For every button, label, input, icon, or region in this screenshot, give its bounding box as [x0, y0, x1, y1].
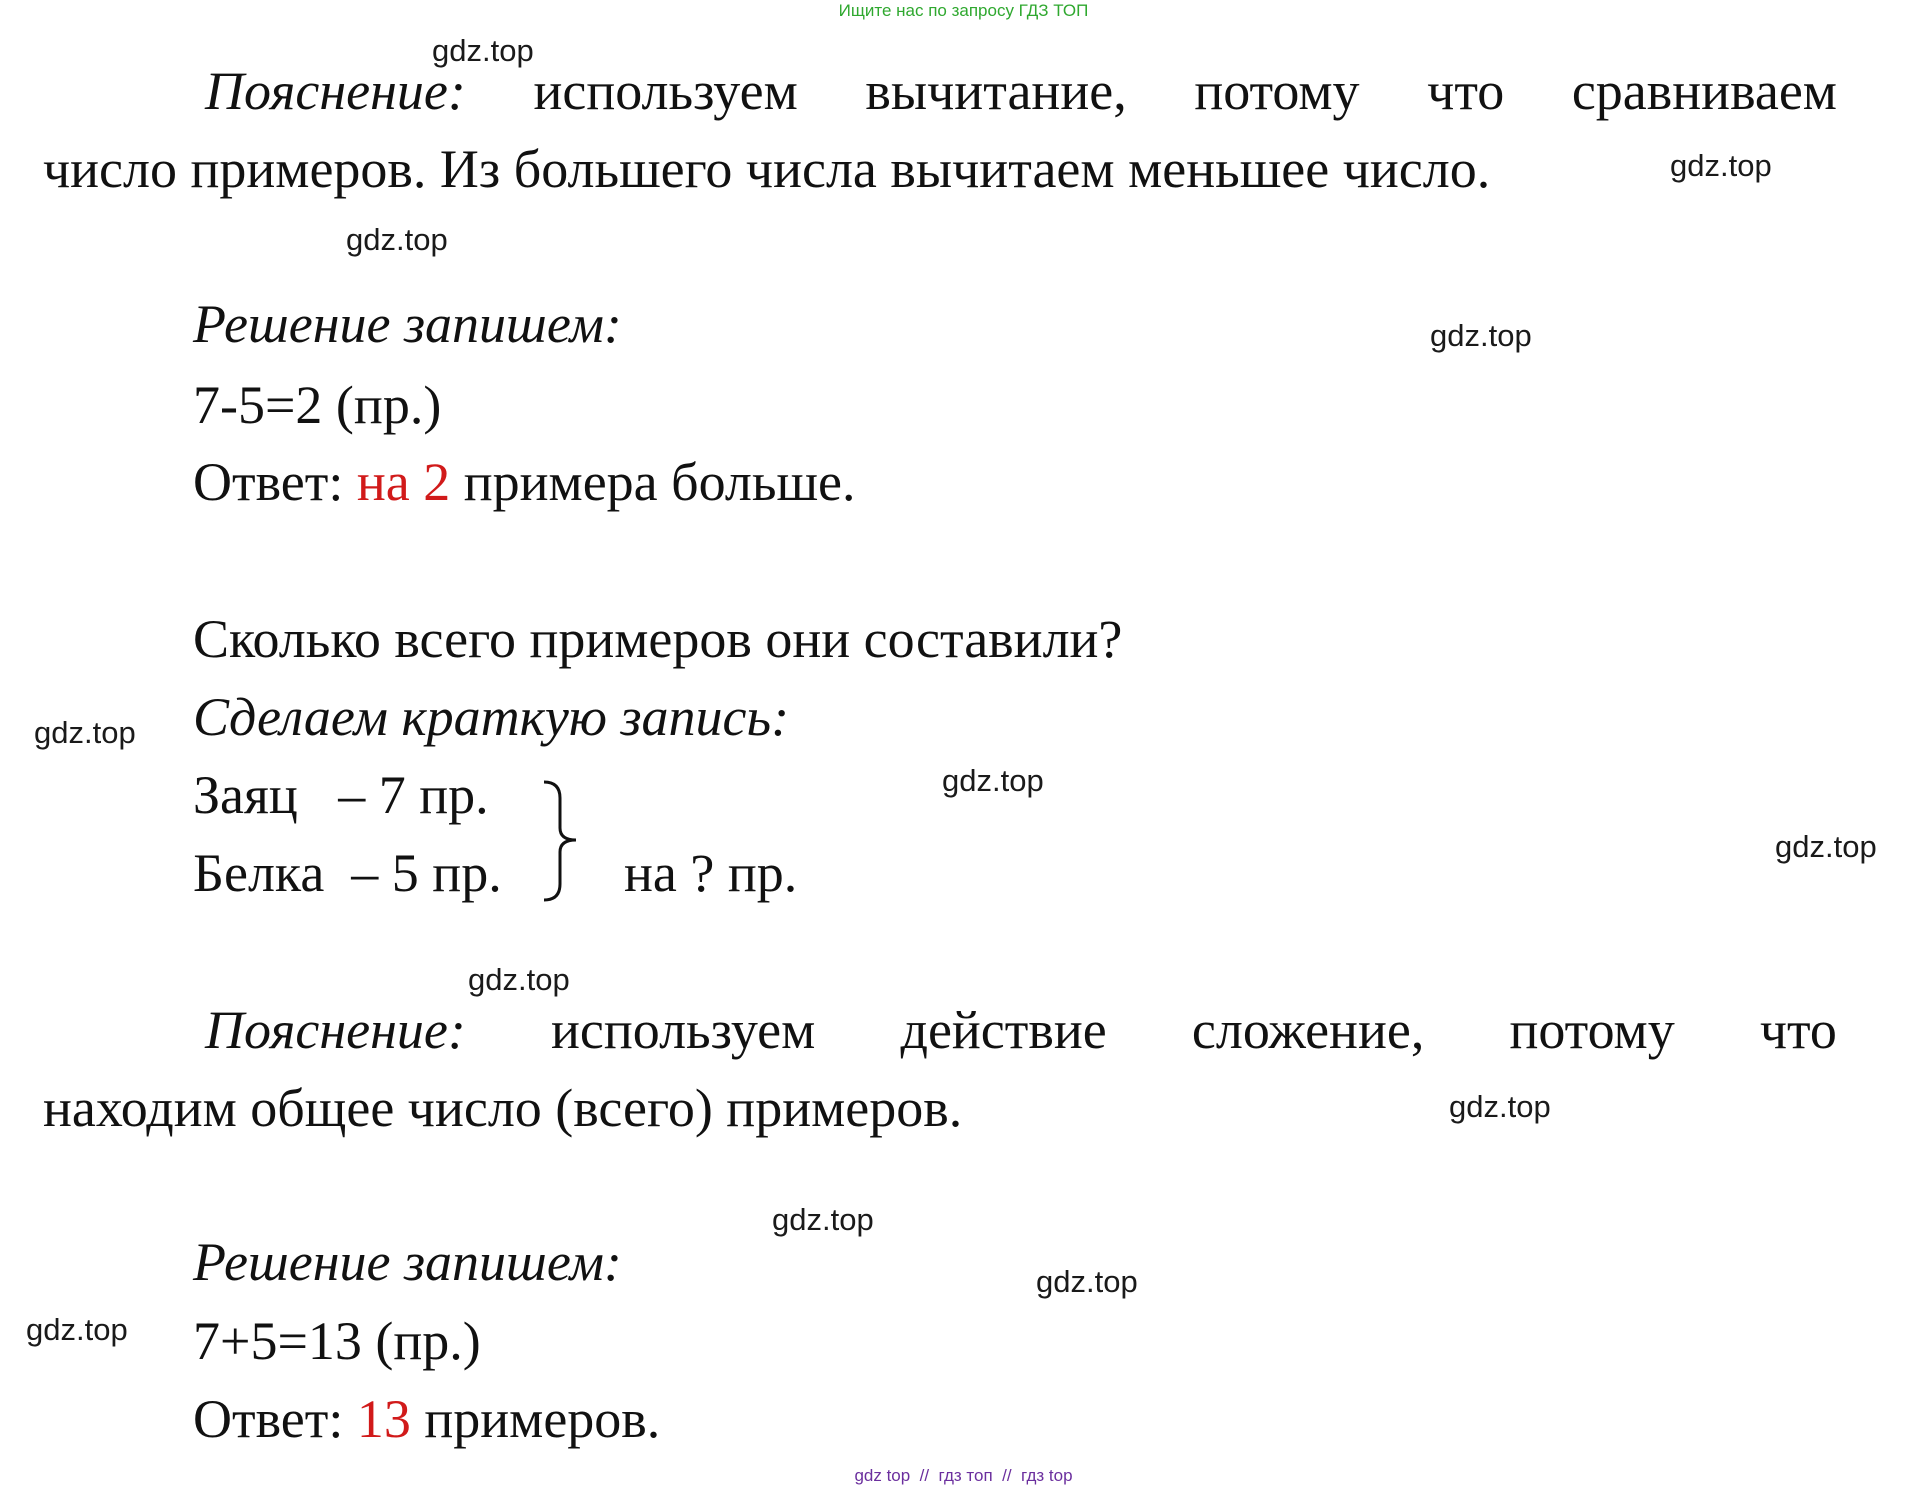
watermark: gdz.top	[34, 715, 136, 750]
explanation-word: вычитание,	[865, 61, 1127, 121]
solution-label: Решение запишем:	[193, 1232, 622, 1292]
watermark: gdz.top	[772, 1202, 874, 1237]
watermark: gdz.top	[942, 763, 1044, 798]
answer-suffix: примера больше.	[450, 452, 856, 512]
brief-record-label: Сделаем краткую запись:	[193, 687, 790, 747]
explanation-word: сравниваем	[1571, 61, 1837, 121]
explanation-word: используем	[551, 1000, 816, 1060]
explanation-word: сложение,	[1191, 1000, 1425, 1060]
equation: 7-5=2 (пр.)	[193, 375, 442, 435]
watermark: gdz.top	[432, 33, 534, 68]
watermark: gdz.top	[468, 962, 570, 997]
watermark: gdz.top	[1775, 829, 1877, 864]
answer-suffix: примеров.	[410, 1389, 661, 1449]
explanation-line-2: число примеров. Из большего числа вычитаем меньшее число.	[43, 139, 1491, 199]
explanation-line-2: находим общее число (всего) примеров.	[43, 1078, 963, 1138]
watermark: gdz.top	[346, 222, 448, 257]
footer-links: gdz top // гдз топ // гдз top	[854, 1466, 1073, 1485]
answer-prefix: Ответ:	[193, 452, 357, 512]
explanation-line-1	[205, 61, 1837, 121]
equation: 7+5=13 (пр.)	[193, 1311, 481, 1371]
answer-highlight: на 2	[356, 452, 451, 512]
explanation-word: что	[1759, 1000, 1837, 1060]
explanation-label: Пояснение:	[205, 1000, 466, 1060]
explanation-word: действие	[900, 1000, 1107, 1060]
explanation-word: что	[1427, 61, 1505, 121]
explanation-label: Пояснение:	[205, 61, 466, 121]
answer-prefix: Ответ:	[193, 1389, 357, 1449]
top-banner: Ищите нас по запросу ГДЗ ТОП	[838, 1, 1089, 20]
explanation-word: потому	[1509, 1000, 1675, 1060]
explanation-word: используем	[533, 61, 798, 121]
brace-label: на ? пр.	[624, 843, 798, 903]
brief-row-squirrel: Белка – 5 пр.	[193, 843, 502, 903]
watermark: gdz.top	[1670, 148, 1772, 183]
curly-brace-icon	[538, 776, 588, 906]
watermark: gdz.top	[1430, 318, 1532, 353]
answer-highlight: 13	[356, 1389, 411, 1449]
solution-label: Решение запишем:	[193, 294, 622, 354]
watermark: gdz.top	[1036, 1264, 1138, 1299]
watermark: gdz.top	[26, 1312, 128, 1347]
watermark: gdz.top	[1449, 1089, 1551, 1124]
question: Сколько всего примеров они составили?	[193, 609, 1123, 669]
brief-row-hare: Заяц – 7 пр.	[193, 765, 489, 825]
answer	[193, 452, 856, 512]
answer	[193, 1389, 661, 1449]
explanation-word: потому	[1194, 61, 1360, 121]
explanation-line-1	[205, 1000, 1837, 1060]
